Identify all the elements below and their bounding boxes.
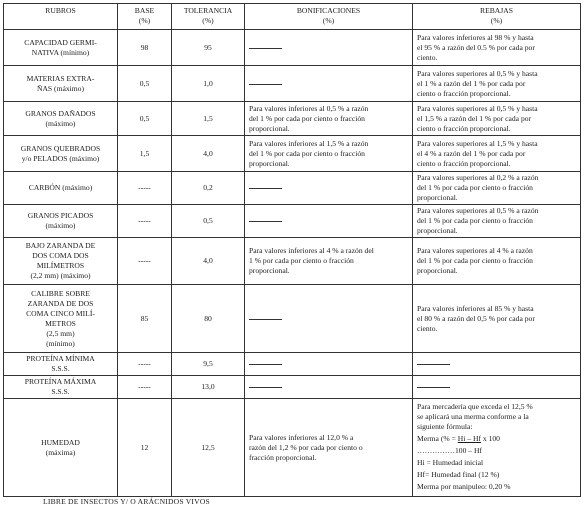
table-row: [4, 238, 581, 285]
header-tolerancia: TOLERANCIA (%): [172, 4, 245, 30]
blank-line: [249, 386, 282, 388]
bonificacion-cell: [245, 353, 413, 376]
humedad-formula-cell: Para mercadería que exceda el 12,5 % se aplicará una merma conforme a la siguiente fórmula: Merma (% = Hi – Hf x 100 ……………100 – Hf Hi = Humedad inicial Hf= Humedad final (12 %) Merma por manipuleo: 0,20 %: [413, 399, 581, 497]
base-cell: 1,5: [118, 136, 172, 172]
base-cell: -----: [118, 172, 172, 205]
blank-line: [417, 386, 450, 388]
rebaja-cell: Para valores superiores al 0,5 % y hasta el 1 % a razón del 1 % por cada por ciento o fracción proporcional.: [413, 66, 581, 102]
table-row: [4, 136, 581, 172]
rebaja-cell: [413, 353, 581, 376]
tolerancia-cell: 1,0: [172, 66, 245, 102]
blank-line: [249, 363, 282, 365]
tolerancia-cell: 0,5: [172, 205, 245, 238]
blank-line: [249, 220, 282, 222]
bonificacion-cell: Para valores inferiores al 0,5 % a razón del 1 % por cada por ciento o fracción proporcional.: [245, 102, 413, 136]
hf-definition: Hf= Humedad final (12 %): [417, 469, 500, 479]
blank-line: [249, 318, 282, 320]
rubro-cell: CALIBRE SOBRE ZARANDA DE DOS COMA CINCO MILÍ- METROS (2,5 mm) (mínimo): [4, 285, 118, 353]
table-row: [4, 376, 581, 399]
tolerancia-cell: 95: [172, 30, 245, 66]
base-cell: -----: [118, 205, 172, 238]
header-rubros: RUBROS: [4, 4, 118, 30]
base-cell: -----: [118, 376, 172, 399]
rubro-cell: MATERIAS EXTRA- ÑAS (máximo): [4, 66, 118, 102]
merma-manipuleo: Merma por manipuleo: 0,20 %: [417, 481, 511, 491]
rebaja-cell: Para valores superiores al 0,5 % a razón del 1 % por cada por ciento o fracción proporcional.: [413, 205, 581, 238]
base-cell: 98: [118, 30, 172, 66]
bonificacion-cell: [245, 172, 413, 205]
rebaja-cell: Para valores inferiores al 85 % y hasta el 80 % a razón del 0,5 % por cada por ciento.: [413, 285, 581, 353]
blank-line: [249, 187, 282, 189]
table-row: [4, 102, 581, 136]
base-cell: 0,5: [118, 66, 172, 102]
tolerancia-cell: 0,2: [172, 172, 245, 205]
bonificacion-cell: [245, 30, 413, 66]
header-row: [4, 4, 581, 30]
table-row: [4, 205, 581, 238]
rebaja-cell: Para valores superiores al 1,5 % y hasta el 4 % a razón del 1 % por cada por ciento o fracción proporcional.: [413, 136, 581, 172]
rubro-cell: GRANOS DAÑADOS (máximo): [4, 102, 118, 136]
formula-denominator: ……………100 – Hf: [417, 445, 482, 455]
rubro-cell: GRANOS PICADOS (máximo): [4, 205, 118, 238]
rebaja-cell: [413, 376, 581, 399]
rebaja-cell: Para valores superiores al 0,2 % a razón del 1 % por cada por ciento o fracción proporcional.: [413, 172, 581, 205]
bonificacion-cell: [245, 376, 413, 399]
blank-line: [249, 83, 282, 85]
table-row: [4, 172, 581, 205]
header-base: BASE (%): [118, 4, 172, 30]
rubro-cell: PROTEÍNA MÁXIMA S.S.S.: [4, 376, 118, 399]
table-row: [4, 30, 581, 66]
footer-note: LIBRE DE INSECTOS Y/ O ARÁCNIDOS VIVOS: [43, 497, 210, 506]
rubro-cell: HUMEDAD (máxima): [4, 399, 118, 497]
blank-line: [417, 363, 450, 365]
rubro-cell: GRANOS QUEBRADOS y/o PELADOS (máximo): [4, 136, 118, 172]
rubro-cell: PROTEÍNA MÍNIMA S.S.S.: [4, 353, 118, 376]
tolerancia-cell: 4,0: [172, 238, 245, 285]
tolerancia-cell: 12,5: [172, 399, 245, 497]
rebaja-cell: Para valores superiores al 0,5 % y hasta el 1,5 % a razón del 1 % por cada por ciento o fracción proporcional.: [413, 102, 581, 136]
tolerancia-cell: 4,0: [172, 136, 245, 172]
hi-definition: Hi = Humedad inicial: [417, 457, 484, 467]
table-row: [4, 285, 581, 353]
rebaja-cell: Para valores superiores al 4 % a razón del 1 % por cada por ciento o fracción proporcional.: [413, 238, 581, 285]
table-row: [4, 399, 581, 497]
rubro-cell: CARBÓN (máximo): [4, 172, 118, 205]
bonificacion-cell: Para valores inferiores al 4 % a razón del 1 % por cada por ciento o fracción proporcional.: [245, 238, 413, 285]
specification-table: [3, 3, 581, 497]
header-rebajas: REBAJAS (%): [413, 4, 581, 30]
bonificacion-cell: [245, 66, 413, 102]
base-cell: -----: [118, 353, 172, 376]
tolerancia-cell: 80: [172, 285, 245, 353]
blank-line: [249, 47, 282, 49]
tolerancia-cell: 1,5: [172, 102, 245, 136]
rubro-cell: CAPACIDAD GERMI- NATIVA (mínimo): [4, 30, 118, 66]
rebaja-cell: Para valores inferiores al 98 % y hasta el 95 % a razón del 0.5 % por cada por ciento.: [413, 30, 581, 66]
base-cell: -----: [118, 238, 172, 285]
tolerancia-cell: 13,0: [172, 376, 245, 399]
bonificacion-cell: [245, 205, 413, 238]
merma-formula: Merma (% = Hi – Hf x 100: [417, 433, 500, 443]
base-cell: 85: [118, 285, 172, 353]
base-cell: 12: [118, 399, 172, 497]
header-bonificaciones: BONIFICACIONES (%): [245, 4, 413, 30]
bonificacion-cell: Para valores inferiores al 1,5 % a razón del 1 % por cada por ciento o fracción proporcional.: [245, 136, 413, 172]
bonificacion-cell: Para valores inferiores al 12,0 % a razón del 1,2 % por cada por ciento o fracción proporcional.: [245, 399, 413, 497]
base-cell: 0,5: [118, 102, 172, 136]
bonificacion-cell: [245, 285, 413, 353]
tolerancia-cell: 9,5: [172, 353, 245, 376]
rubro-cell: BAJO ZARANDA DE DOS COMA DOS MILÍMETROS (2,2 mm) (máximo): [4, 238, 118, 285]
table-row: [4, 66, 581, 102]
table-row: [4, 353, 581, 376]
